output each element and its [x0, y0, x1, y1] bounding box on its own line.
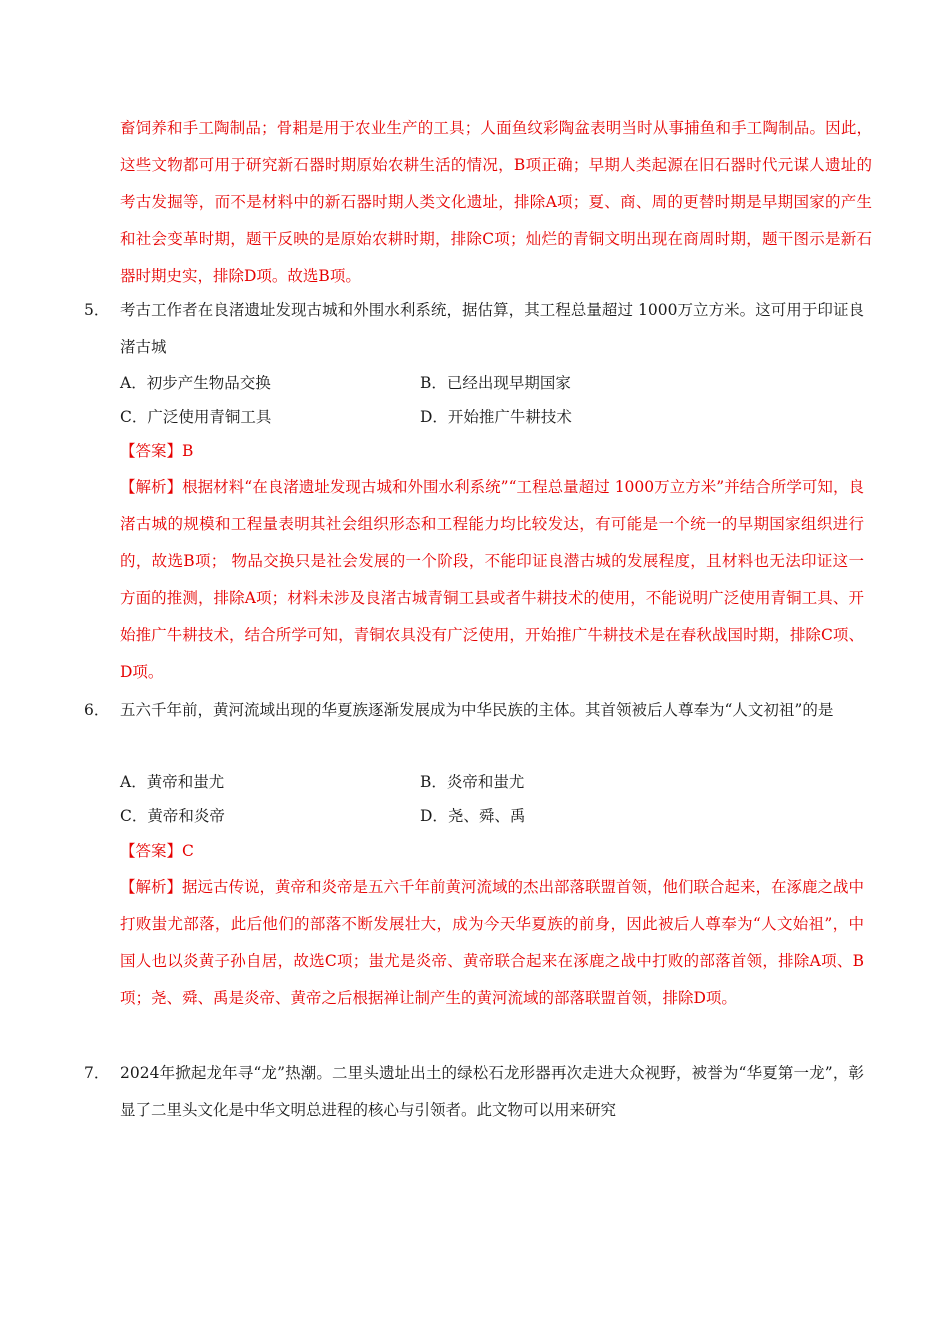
q5-number: 5． — [84, 301, 110, 319]
q5-explanation: 【解析】根据材料“在良渚遗址发现古城和外围水利系统”“工程总量超过 1000万立方米”并结合所学可知，良渚古城的规模和工程量表明其社会组织形态和工程能力均比较发达，有可能是一个统一的早期国家组织进行的，故选B项； 物品交换只是社会发展的一个阶段，不能印证良潜古城的发展程度，且材料也无法印证这一方面的推测，排除A项；材料未涉及良渚古城青铜工县或者牛耕技术的使用，不能说明广泛使用青铜工具、开始推广牛耕技术，结合所学可知，青铜农具没有广泛使用，开始推广牛耕技术是在春秋战国时期，排除C项、D项。 — [120, 478, 864, 681]
q6-option-b: B．炎帝和蚩尤 — [420, 773, 525, 791]
q5-option-c: C．广泛使用青铜工具 — [120, 408, 272, 426]
q5-answer: 【答案】B — [120, 442, 194, 460]
q4-explanation-continuation: 畜饲养和手工陶制品；骨耜是用于农业生产的工具；人面鱼纹彩陶盆表明当时从事捕鱼和手工陶制品。因此，这些文物都可用于研究新石器时期原始农耕生活的情况，B项正确；早期人类起源在旧石器时代元谋人遗址的考古发掘等，而不是材料中的新石器时期人类文化遗址，排除A项；夏、商、周的更替时期是早期国家的产生和社会变革时期，题干反映的是原始农耕时期，排除C项；灿烂的青铜文明出现在商周时期，题干图示是新石器时期史实，排除D项。故选B项。 — [120, 119, 872, 285]
q5-option-d: D．开始推广牛耕技术 — [420, 408, 572, 426]
q6-answer: 【答案】C — [120, 842, 194, 860]
q6-number: 6． — [84, 701, 110, 719]
q5-option-a: A．初步产生物品交换 — [120, 374, 271, 392]
q6-option-a: A．黄帝和蚩尤 — [120, 773, 225, 791]
q6-explanation: 【解析】据远古传说，黄帝和炎帝是五六千年前黄河流域的杰出部落联盟首领，他们联合起来，在涿鹿之战中打败蚩尤部落，此后他们的部落不断发展壮大，成为今天华夏族的前身，因此被后人尊奉为“人文始祖”，中国人也以炎黄子孙自居，故选C项；蚩尤是炎帝、黄帝联合起来在涿鹿之战中打败的部落首领，排除A项、B 项；尧、舜、禹是炎帝、黄帝之后根据禅让制产生的黄河流域的部落联盟首领，排除D项。 — [120, 878, 865, 1007]
q5-stem: 考古工作者在良渚遗址发现古城和外围水利系统，据估算，其工程总量超过 1000万立方米。这可用于印证良渚古城 — [120, 301, 864, 356]
q6-option-d: D．尧、舜、禹 — [420, 807, 526, 825]
q6-option-c: C．黄帝和炎帝 — [120, 807, 225, 825]
q7-stem: 2024年掀起龙年寻“龙”热潮。二里头遗址出土的绿松石龙形器再次走进大众视野，被誉为“华夏第一龙”，彰显了二里头文化是中华文明总进程的核心与引领者。此文物可以用来研究 — [120, 1064, 864, 1119]
q7-number: 7． — [84, 1064, 110, 1082]
q5-option-b: B．已经出现早期国家 — [420, 374, 571, 392]
q6-stem: 五六千年前，黄河流域出现的华夏族逐渐发展成为中华民族的主体。其首领被后人尊奉为“人文初祖”的是 — [120, 701, 834, 719]
